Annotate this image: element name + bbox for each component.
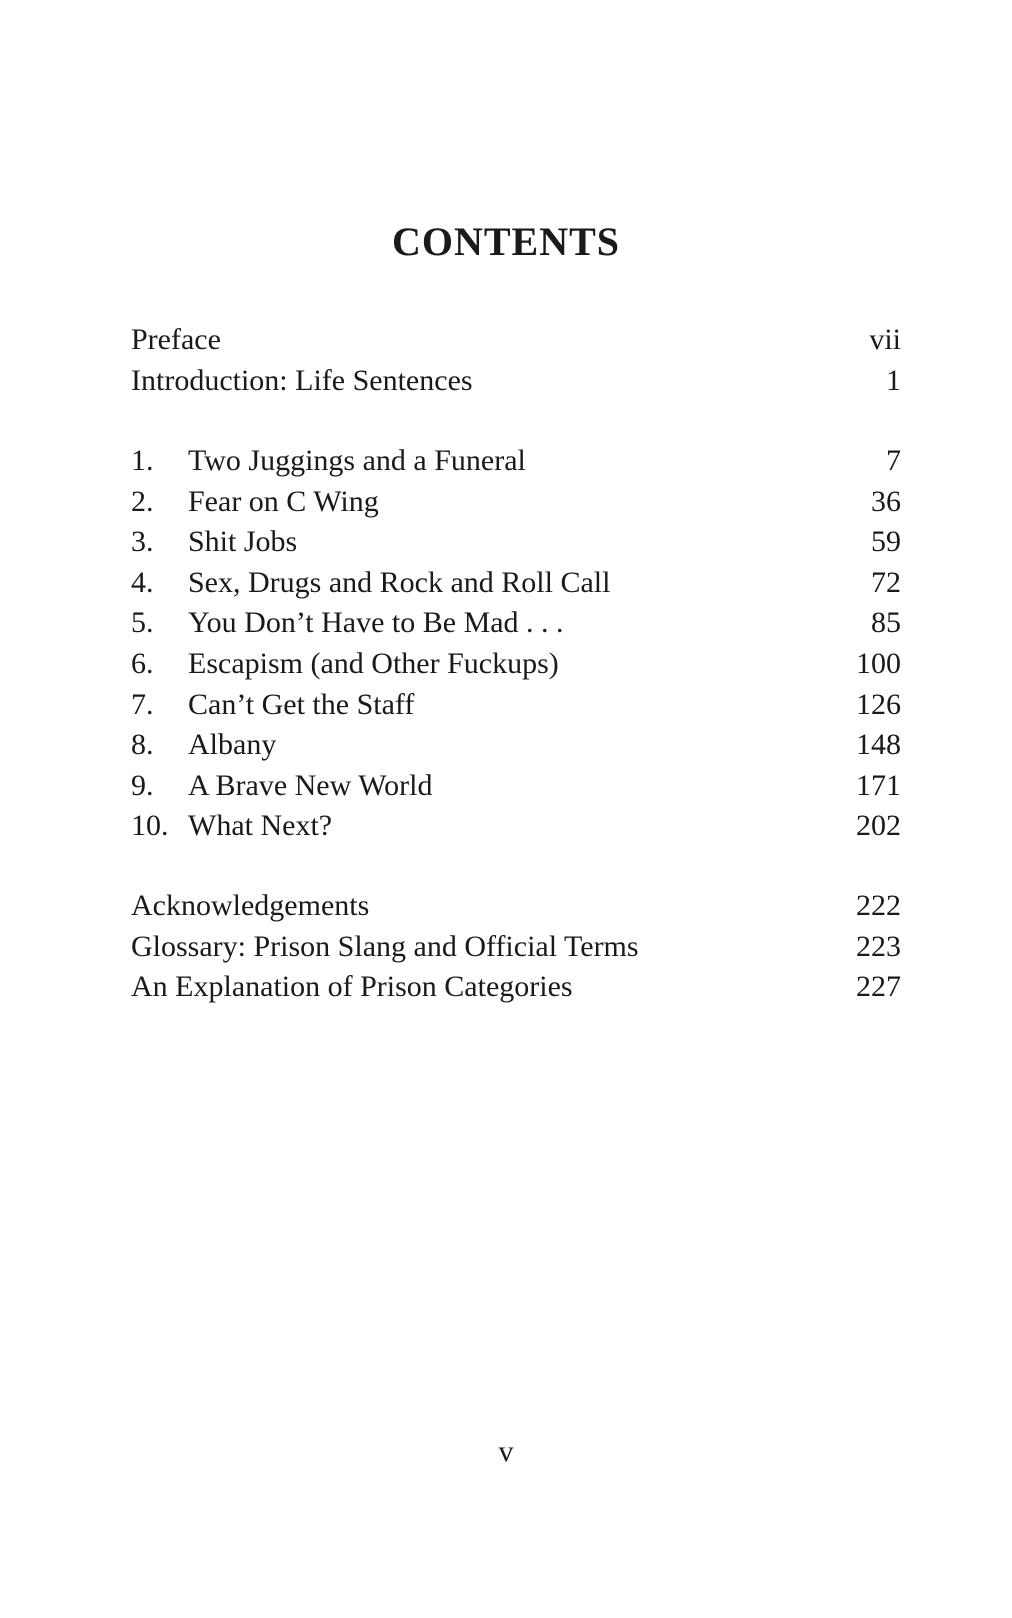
front-matter-list bbox=[131, 320, 901, 401]
chapter-page: 202 bbox=[856, 809, 901, 843]
chapter-title: Shit Jobs bbox=[188, 525, 298, 559]
chapter-number: 8. bbox=[131, 728, 154, 762]
toc-chapter-8 bbox=[131, 725, 901, 766]
toc-entry-prison-categories bbox=[131, 967, 901, 1008]
toc-entry-preface bbox=[131, 320, 901, 361]
toc-entry-page: 223 bbox=[856, 929, 901, 963]
toc-chapter-2 bbox=[131, 482, 901, 523]
page-number: v bbox=[498, 1435, 514, 1468]
chapter-title: What Next? bbox=[188, 809, 333, 843]
chapter-list bbox=[131, 441, 901, 847]
chapter-title: Escapism (and Other Fuckups) bbox=[188, 646, 559, 680]
chapter-number: 3. bbox=[131, 525, 154, 559]
back-matter-list bbox=[131, 886, 901, 1008]
page-title: CONTENTS bbox=[391, 218, 621, 264]
toc-chapter-4 bbox=[131, 563, 901, 604]
chapter-page: 148 bbox=[856, 728, 901, 762]
toc-entry-title: Introduction: Life Sentences bbox=[131, 363, 473, 397]
chapter-number: 6. bbox=[131, 646, 154, 680]
toc-entry-title: Glossary: Prison Slang and Official Terms bbox=[131, 929, 639, 963]
chapter-title: Two Juggings and a Funeral bbox=[188, 444, 526, 477]
chapter-page: 72 bbox=[871, 565, 901, 599]
chapter-title: Can’t Get the Staff bbox=[188, 687, 415, 721]
chapter-title: Fear on C Wing bbox=[188, 484, 379, 518]
toc-entry-page: vii bbox=[869, 323, 901, 356]
chapter-page: 85 bbox=[871, 606, 901, 640]
chapter-page: 171 bbox=[856, 768, 901, 802]
toc-entry-introduction bbox=[131, 361, 901, 402]
toc-chapter-10 bbox=[131, 806, 901, 847]
chapter-title: You Don’t Have to Be Mad . . . bbox=[188, 606, 564, 640]
chapter-page: 126 bbox=[856, 687, 901, 721]
toc-entry-page: 227 bbox=[856, 970, 901, 1004]
chapter-page: 59 bbox=[871, 525, 901, 559]
toc-chapter-1 bbox=[131, 441, 901, 482]
toc-entry-title: Acknowledgements bbox=[131, 889, 370, 922]
chapter-number: 2. bbox=[131, 484, 154, 518]
chapter-title: Sex, Drugs and Rock and Roll Call bbox=[188, 565, 611, 599]
chapter-number: 4. bbox=[131, 565, 154, 599]
chapter-number: 9. bbox=[131, 768, 154, 802]
chapter-page: 36 bbox=[871, 484, 901, 518]
toc-chapter-6 bbox=[131, 644, 901, 685]
toc-chapter-9 bbox=[131, 766, 901, 807]
toc-chapter-3 bbox=[131, 522, 901, 563]
toc-entry-glossary bbox=[131, 927, 901, 968]
chapter-number: 10. bbox=[131, 809, 169, 843]
toc-entry-title: Preface bbox=[131, 323, 221, 356]
chapter-title: A Brave New World bbox=[188, 768, 433, 802]
toc-entry-title: An Explanation of Prison Categories bbox=[131, 970, 573, 1004]
chapter-title: Albany bbox=[188, 728, 277, 762]
chapter-page: 100 bbox=[856, 646, 901, 680]
toc-entry-page: 1 bbox=[886, 363, 901, 397]
chapter-number: 1. bbox=[131, 444, 154, 477]
chapter-page: 7 bbox=[886, 444, 901, 477]
toc-chapter-7 bbox=[131, 685, 901, 726]
toc-entry-page: 222 bbox=[856, 889, 901, 922]
toc-entry-acknowledgements bbox=[131, 886, 901, 927]
chapter-number: 5. bbox=[131, 606, 154, 640]
toc-chapter-5 bbox=[131, 603, 901, 644]
chapter-number: 7. bbox=[131, 687, 154, 721]
